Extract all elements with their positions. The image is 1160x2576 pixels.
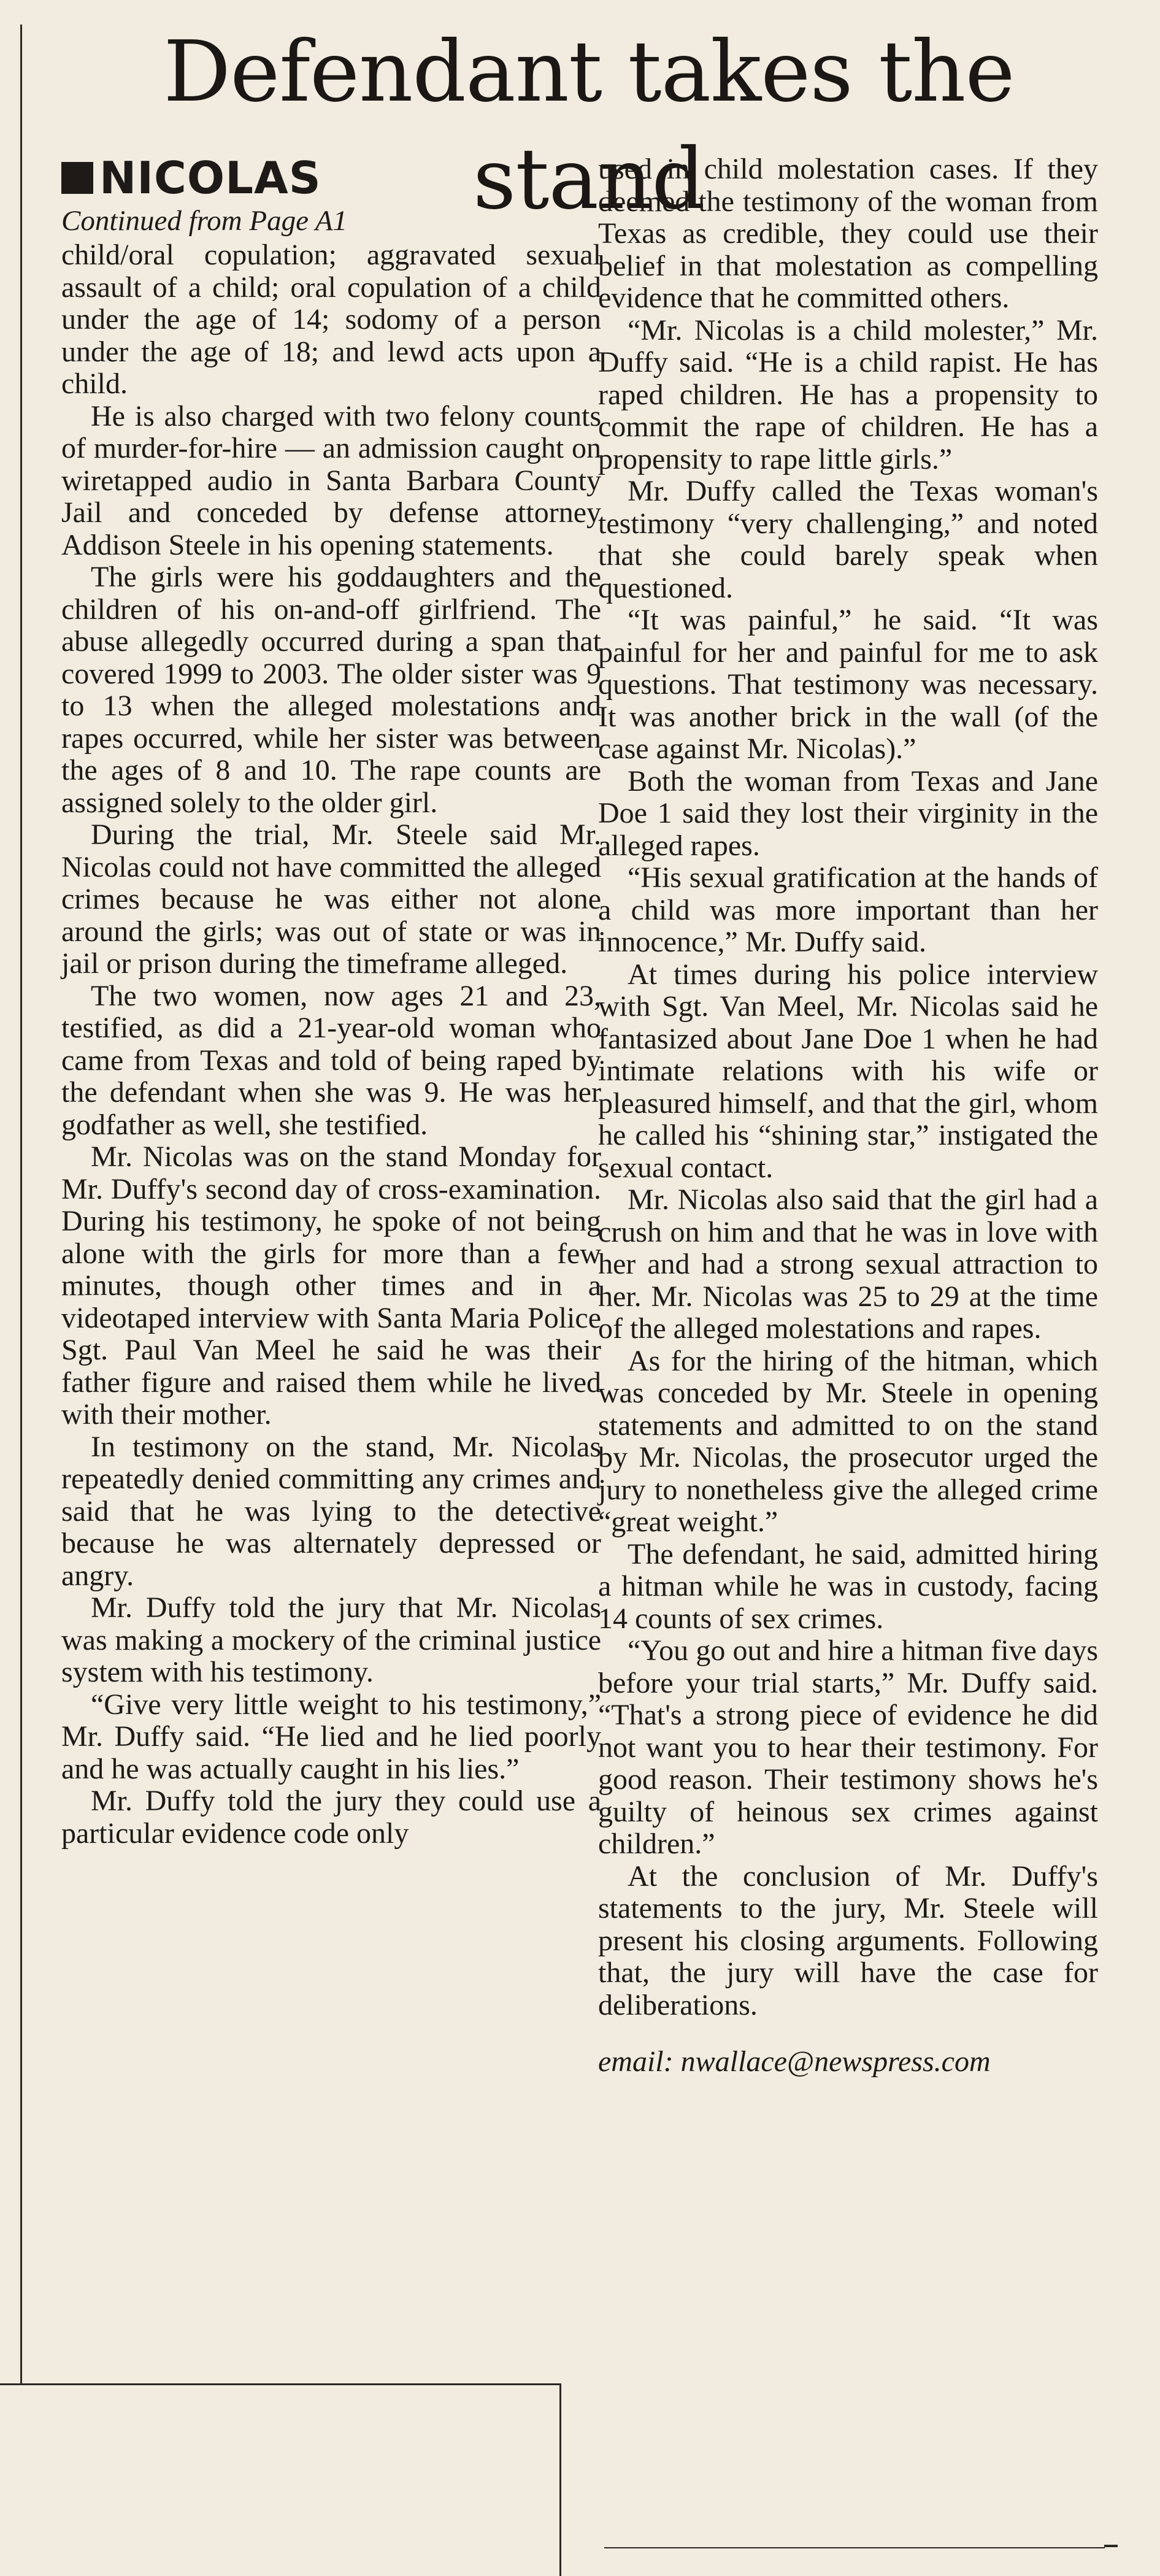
author-email[interactable]: email: nwallace@newspress.com bbox=[598, 2045, 991, 2078]
paragraph: “You go out and hire a hitman five days before your trial starts,” Mr. Duffy said. “That's a strong piece of evidence he did not want you to hear their testimony. For good reason. Their testimony shows he's guilty of heinous sex crimes against children.” bbox=[598, 1634, 1098, 1860]
end-rule bbox=[604, 2547, 1105, 2548]
kicker bbox=[61, 153, 601, 202]
paragraph: child/oral copulation; aggravated sexual assault of a child; oral copulation of a child under the age of 14; sodomy of a person under the age of 18; and lewd acts upon a child. bbox=[61, 239, 601, 400]
paragraph: At times during his police interview with Sgt. Van Meel, Mr. Nicolas said he fantasized about Jane Doe 1 when he had intimate relations with his wife or pleasured himself, and that the girl, whom he called his “shining star,” instigated the sexual contact. bbox=[598, 958, 1098, 1184]
paragraph: In testimony on the stand, Mr. Nicolas repeatedly denied committing any crimes and said that he was lying to the detective because he was alternately depressed or angry. bbox=[61, 1430, 601, 1592]
paragraph: “Give very little weight to his testimony,” Mr. Duffy said. “He lied and he lied poorly and he was actually caught in his lies.” bbox=[61, 1688, 601, 1785]
article-column-left bbox=[61, 153, 601, 1850]
paragraph: “Mr. Nicolas is a child molester,” Mr. Duffy said. “He is a child rapist. He has raped children. He has a propensity to commit the rape of children. He has a propensity to rape little girls.” bbox=[598, 313, 1098, 475]
paragraph: “It was painful,” he said. “It was painful for her and painful for me to ask questions. That testimony was necessary. It was another brick in the wall (of the case against Mr. Nicolas).” bbox=[598, 604, 1098, 765]
paragraph: The defendant, he said, admitted hiring a hitman while he was in custody, facing 14 counts of sex crimes. bbox=[598, 1537, 1098, 1635]
paragraph: “His sexual gratification at the hands of a child was more important than her innocence,” Mr. Duffy said. bbox=[598, 861, 1098, 958]
end-dash bbox=[1104, 2545, 1118, 2547]
article-column-right bbox=[598, 153, 1098, 2078]
bottom-box-rule bbox=[0, 2383, 561, 2385]
headline: Defendant takes the stand bbox=[163, 23, 1015, 228]
paragraph: The girls were his goddaughters and the children of his on-and-off girlfriend. The abuse allegedly occurred during a span that covered 1999 to 2003. The older sister was 9 to 13 when the alleged molestations and rapes occurred, while her sister was between the ages of 8 and 10. The rape counts are assigned solely to the older girl. bbox=[61, 561, 601, 819]
paragraph: During the trial, Mr. Steele said Mr. Nicolas could not have committed the alleged crimes because he was either not alone around the girls; was out of state or was in jail or prison during the timeframe alleged. bbox=[61, 818, 601, 980]
paragraph: Both the woman from Texas and Jane Doe 1 said they lost their virginity in the alleged rapes. bbox=[598, 764, 1098, 862]
continued-line: Continued from Page A1 bbox=[61, 205, 348, 237]
paragraph: At the conclusion of Mr. Duffy's statements to the jury, Mr. Steele will present his closing arguments. Following that, the jury will have the case for deliberations. bbox=[598, 1859, 1098, 2021]
kicker-square-icon bbox=[61, 162, 93, 194]
paragraph: Mr. Nicolas was on the stand Monday for Mr. Duffy's second day of cross-examination. During his testimony, he spoke of not being alone with the girls for more than a few minutes, though other times and in a videotaped interview with Santa Maria Police Sgt. Paul Van Meel he said he was their father figure and raised them while he lived with their mother. bbox=[61, 1140, 601, 1431]
kicker-label: NICOLAS bbox=[99, 152, 321, 204]
paragraph: As for the hiring of the hitman, which was conceded by Mr. Steele in opening statements and admitted to on the stand by Mr. Nicolas, the prosecutor urged the jury to nonetheless give the alleged crime “great weight.” bbox=[598, 1344, 1098, 1538]
paragraph: Mr. Nicolas also said that the girl had a crush on him and that he was in love with her and had a strong sexual attraction to her. Mr. Nicolas was 25 to 29 at the time of the alleged molestations and rapes. bbox=[598, 1183, 1098, 1345]
bottom-box-vertical-rule bbox=[559, 2383, 561, 2576]
paragraph: He is also charged with two felony counts of murder-for-hire — an admission caught on wiretapped audio in Santa Barbara County Jail and conceded by defense attorney Addison Steele in his opening statements. bbox=[61, 399, 601, 561]
paragraph: Mr. Duffy called the Texas woman's testimony “very challenging,” and noted that she could barely speak when questioned. bbox=[598, 475, 1098, 604]
paragraph: The two women, now ages 21 and 23, testified, as did a 21-year-old woman who came from Texas and told of being raped by the defendant when she was 9. He was her godfather as well, she testified. bbox=[61, 979, 601, 1141]
column-rule-left bbox=[20, 25, 22, 2383]
paragraph: Mr. Duffy told the jury that Mr. Nicolas was making a mockery of the criminal justice system with his testimony. bbox=[61, 1591, 601, 1688]
paragraph: Mr. Duffy told the jury they could use a particular evidence code only bbox=[61, 1785, 601, 1850]
paragraph: used in child molestation cases. If they deemed the testimony of the woman from Texas as credible, they could use their belief in that molestation as compelling evidence that he committed others. bbox=[598, 153, 1098, 314]
